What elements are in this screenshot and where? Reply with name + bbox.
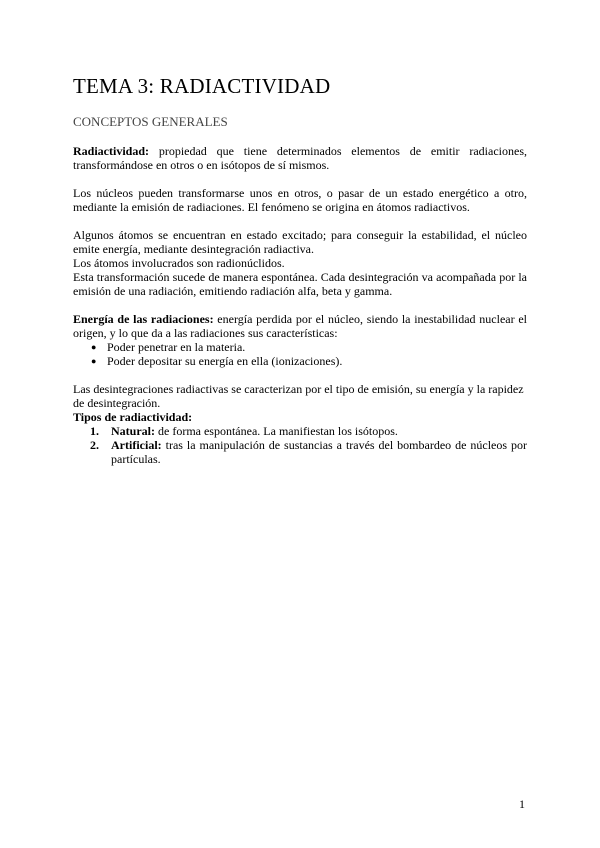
paragraph-desintegraciones <box>73 382 527 466</box>
term-energia: Energía de las radiaciones: <box>73 312 214 326</box>
list-item: ● Poder penetrar en la materia. <box>91 340 527 354</box>
definition-energia: energía perdida por el núcleo, siendo la inestabilidad nuclear el origen, y lo que da a las radiaciones sus características: <box>73 312 527 340</box>
section-heading: CONCEPTOS GENERALES <box>73 114 228 129</box>
types-list <box>73 424 527 466</box>
types-heading: Tipos de radiactividad: <box>73 410 193 424</box>
term-natural: Natural: <box>111 424 155 438</box>
list-item <box>90 438 527 466</box>
energia-definition <box>73 312 527 340</box>
desintegraciones-text: Las desintegraciones radiactivas se caracterizan por el tipo de emisión, su energía y la rapidez de desintegración. <box>73 382 524 410</box>
definition-natural: de forma espontánea. La manifiestan los isótopos. <box>155 424 398 438</box>
term-artificial: Artificial: <box>111 438 162 452</box>
energia-bullet-list <box>73 340 527 368</box>
list-item: ● Poder depositar su energía en ella (ionizaciones). <box>91 354 527 368</box>
definition-artificial: tras la manipulación de sustancias a través del bombardeo de núcleos por partículas. <box>111 438 527 466</box>
paragraph-atomos <box>73 228 527 298</box>
paragraph-nucleos: Los núcleos pueden transformarse unos en otros, o pasar de un estado energético a otro, mediante la emisión de radiaciones. El fenómeno se origina en átomos radiactivos. <box>73 186 527 214</box>
term-radiactividad: Radiactividad: <box>73 144 150 158</box>
definition-radiactividad: propiedad que tiene determinados elementos de emitir radiaciones, transformándose en otros o en isótopos de sí mismos. <box>73 144 527 172</box>
page-number: 1 <box>519 797 525 811</box>
page-title: TEMA 3: RADIACTIVIDAD <box>73 74 331 98</box>
paragraph-energia <box>73 312 527 368</box>
paragraph-atomos-line1: Algunos átomos se encuentran en estado excitado; para conseguir la estabilidad, el núcleo emite energía, mediante desintegración radiactiva. <box>73 228 527 256</box>
list-number: 2. <box>90 438 99 452</box>
list-item <box>90 424 527 438</box>
paragraph-atomos-line2: Los átomos involucrados son radionúclidos. <box>73 256 285 270</box>
list-number: 1. <box>90 424 99 438</box>
paragraph-atomos-line3: Esta transformación sucede de manera espontánea. Cada desintegración va acompañada por la emisión de una radiación, emitiendo radiación alfa, beta y gamma. <box>73 270 527 298</box>
paragraph-radiactividad <box>73 144 527 172</box>
